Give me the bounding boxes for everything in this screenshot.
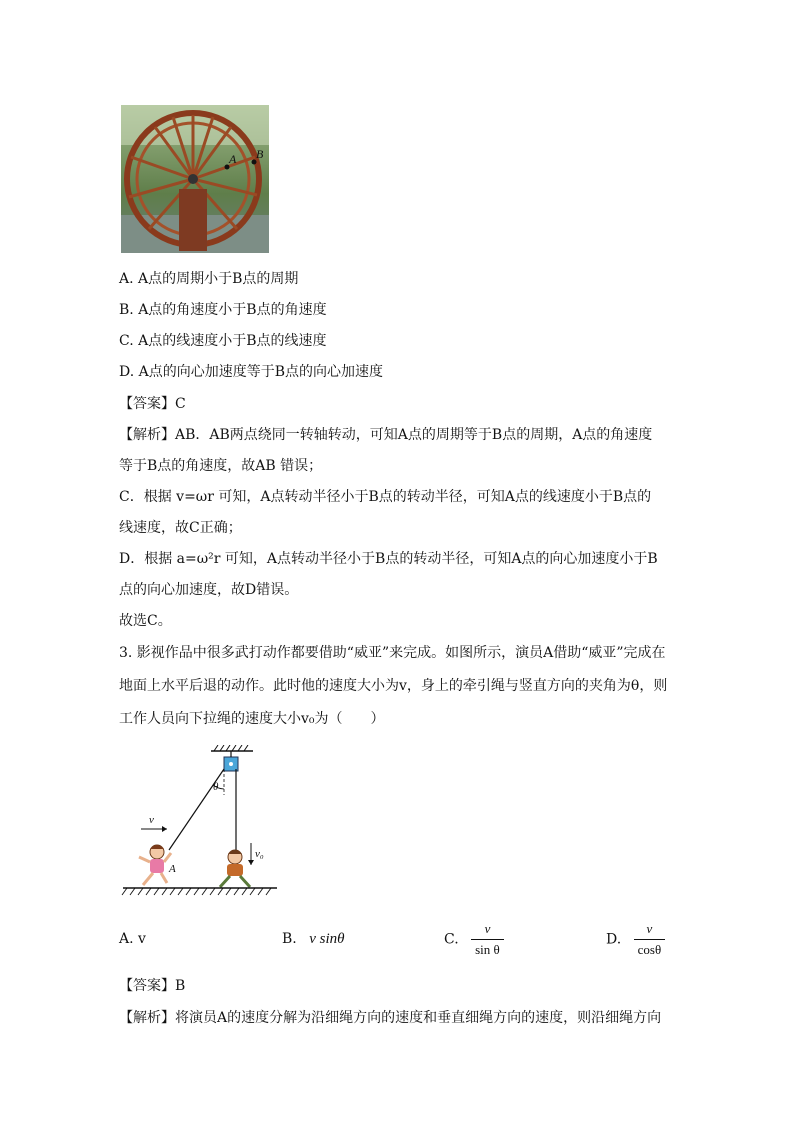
label-theta: θ (213, 781, 219, 793)
q3-option-d-prefix: D. (606, 931, 622, 948)
q3-analysis-line-1: 【解析】将演员A的速度分解为沿细绳方向的速度和垂直细绳方向的速度，则沿细绳方向 (119, 1010, 662, 1026)
q3-answer: 【答案】B (119, 978, 186, 994)
q2-analysis-line-6: 点的向心加速度，故D错误。 (119, 582, 299, 598)
q2-option-b: B. A点的角速度小于B点的角速度 (119, 302, 327, 318)
q3-option-c (444, 919, 504, 960)
q3-option-d-numerator: v (646, 921, 653, 936)
q3-stem-line-2: 地面上水平后退的动作。此时他的速度大小为v，身上的牵引绳与竖直方向的夹角为θ，则 (119, 678, 668, 694)
label-a: A (229, 152, 237, 166)
q3-option-d (606, 919, 665, 960)
q2-analysis-line-3: C．根据 v=ωr 可知，A点转动半径小于B点的转动半径，可知A点的线速度小于B点的 (119, 489, 652, 505)
q3-option-b (282, 929, 344, 949)
water-wheel-photo (121, 105, 269, 253)
q3-option-b-prefix: B. (282, 931, 297, 947)
q3-option-d-fraction (634, 919, 666, 960)
q3-option-c-numerator: v (484, 921, 491, 936)
wire-diagram-figure (119, 745, 289, 900)
q2-analysis-line-1: 【解析】AB．AB两点绕同一转轴转动，可知A点的周期等于B点的周期，A点的角速度 (119, 427, 653, 443)
q3-option-d-denominator: cosθ (634, 939, 666, 960)
q3-option-c-denominator: sin θ (471, 939, 504, 960)
water-wheel-figure (121, 105, 269, 253)
q3-stem-line-3: 工作人员向下拉绳的速度大小v₀为（ ） (119, 711, 385, 727)
q2-option-a: A. A点的周期小于B点的周期 (119, 271, 299, 287)
q2-option-c: C. A点的线速度小于B点的线速度 (119, 333, 327, 349)
q3-option-c-fraction (471, 919, 504, 960)
q3-option-b-expr: v sinθ (309, 931, 345, 947)
q2-analysis-line-7: 故选C。 (119, 613, 172, 629)
label-v: v (149, 814, 154, 826)
label-v0: v₀ (255, 848, 264, 860)
q2-answer: 【答案】C (119, 396, 186, 412)
q3-option-c-prefix: C. (444, 931, 459, 948)
q2-analysis-line-4: 线速度，故C正确； (119, 520, 242, 536)
wire-diagram (119, 745, 289, 900)
q2-analysis-line-2: 等于B点的角速度，故AB 错误； (119, 458, 323, 474)
label-b: B (256, 147, 264, 161)
q3-stem-line-1: 3. 影视作品中很多武打动作都要借助“威亚”来完成。如图所示，演员A借助“威亚”完成在 (119, 645, 666, 661)
label-a: A (169, 863, 176, 875)
q3-option-a: A. v (119, 931, 146, 947)
q2-analysis-line-5: D．根据 a=ω²r 可知，A点转动半径小于B点的转动半径，可知A点的向心加速度小于B (119, 551, 658, 567)
q2-option-d: D. A点的向心加速度等于B点的向心加速度 (119, 364, 384, 380)
